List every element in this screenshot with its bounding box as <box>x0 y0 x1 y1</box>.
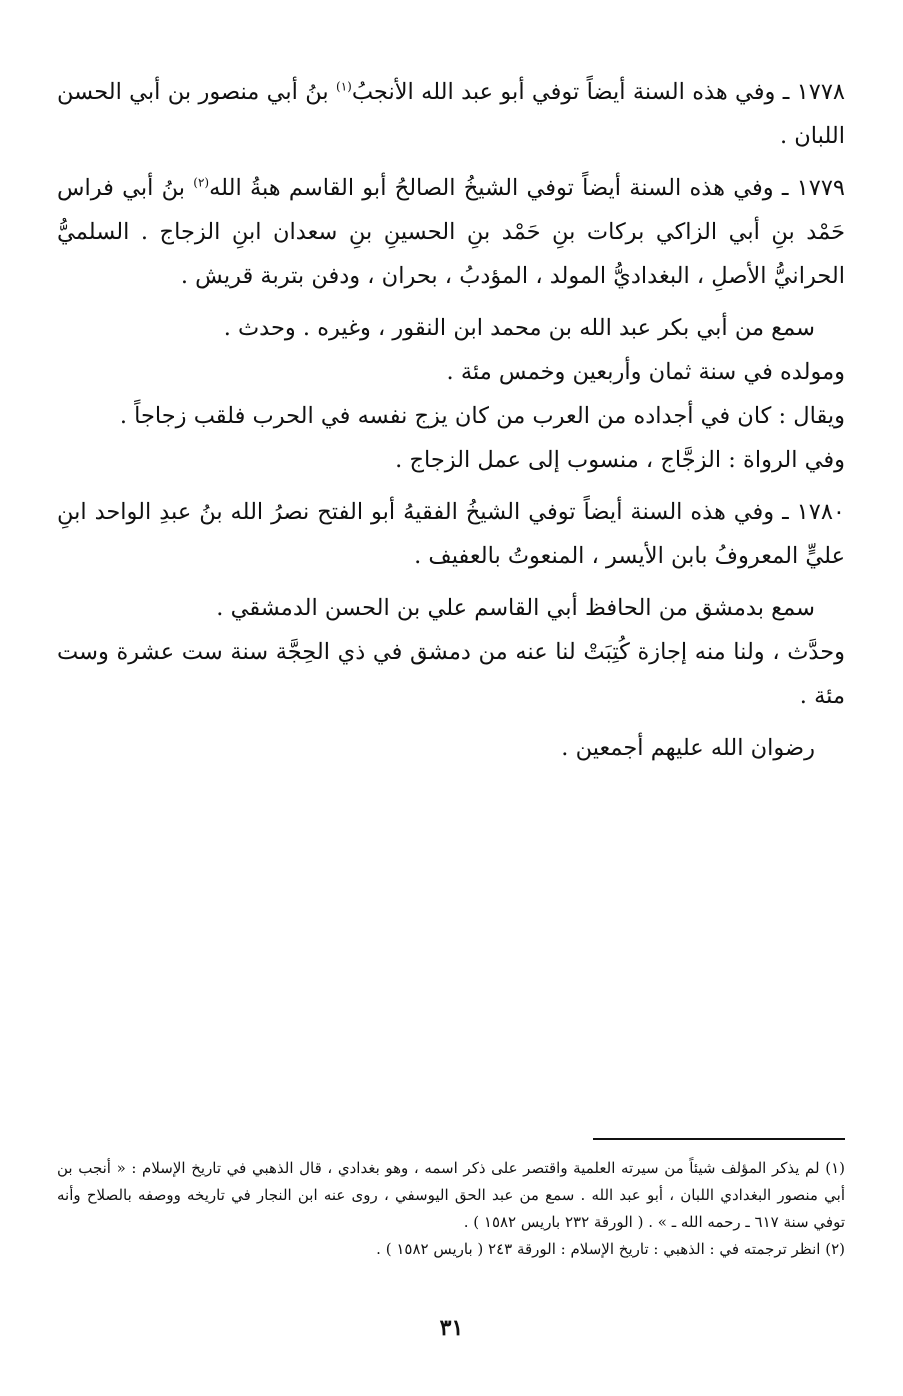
entry-1779-text-end: بنُ أبي فراس حَمْد بنِ أبي الزاكي بركات بنِ حَمْد بنِ الحسينِ بنِ سعدان ابنِ الزجاج . السلميُّ الحرانيُّ الأصلِ ، البغداديُّ المولد ، المؤدبُ ، بحران ، ودفن بتربة قريش . <box>57 175 845 289</box>
footnote-marker-1: (١) <box>336 79 352 94</box>
entry-1780-detail: وحدَّث ، ولنا منه إجازة كُتِبَتْ لنا عنه من دمشق في ذي الحِجَّة سنة ست عشرة وست مئة . <box>57 639 845 709</box>
main-text <box>57 70 845 770</box>
entry-1780: ١٧٨٠ ـ وفي هذه السنة أيضاً توفي الشيخُ الفقيهُ أبو الفتح نصرُ الله بنُ عبدِ الواحد ابنِ عليٍّ المعروفُ بابن الأيسر ، المنعوتُ بالعفيف . <box>57 499 845 569</box>
footnote-marker-2: (٢) <box>193 175 210 190</box>
entry-1779-detail: ومولده في سنة ثمان وأربعين وخمس مئة . <box>446 359 845 385</box>
footnote-1: (١) لم يذكر المؤلف شيئاً من سيرته العلمية واقتصر على ذكر اسمه ، وهو بغدادي ، قال الذهبي في تاريخ الإسلام : « أنجب بن أبي منصور البغدادي اللبان ، أبو عبد الله . سمع من عبد الحق اليوسفي ، روى عنه ابن النجار في تاريخه ووصفه بالصلاح وأنه توفي سنة ٦١٧ ـ رحمه الله ـ » . ( الورقة ٢٣٢ باريس ١٥٨٢ ) . <box>57 1159 845 1231</box>
entry-1778 <box>57 70 845 158</box>
footnote-2: (٢) انظر ترجمته في : الذهبي : تاريخ الإسلام : الورقة ٢٤٣ ( باريس ١٥٨٢ ) . <box>376 1240 845 1258</box>
entry-1779-text-start: ١٧٧٩ ـ وفي هذه السنة أيضاً توفي الشيخُ الصالحُ أبو القاسم هبةُ الله <box>209 175 845 201</box>
entry-1780-detail: سمع بدمشق من الحافظ أبي القاسم علي بن الحسن الدمشقي . <box>216 595 815 621</box>
footnotes <box>57 1155 845 1263</box>
entry-1779-detail: ويقال : كان في أجداده من العرب من كان يزج نفسه في الحرب فلقب زجاجاً . <box>119 403 845 429</box>
entry-1778-text-end: بنُ أبي منصور بن أبي الحسن اللبان . <box>57 79 845 149</box>
footnote-separator <box>593 1138 845 1140</box>
page-number: ٣١ <box>439 1315 464 1341</box>
entry-1778-text-start: ١٧٧٨ ـ وفي هذه السنة أيضاً توفي أبو عبد الله الأنجبُ <box>351 79 845 105</box>
entry-1779 <box>57 166 845 298</box>
entry-1779-detail: سمع من أبي بكر عبد الله بن محمد ابن النقور ، وغيره . وحدث . <box>223 315 815 341</box>
closing-prayer: رضوان الله عليهم أجمعين . <box>561 735 815 761</box>
entry-1779-detail: وفي الرواة : الزجَّاج ، منسوب إلى عمل الزجاج . <box>395 447 845 473</box>
